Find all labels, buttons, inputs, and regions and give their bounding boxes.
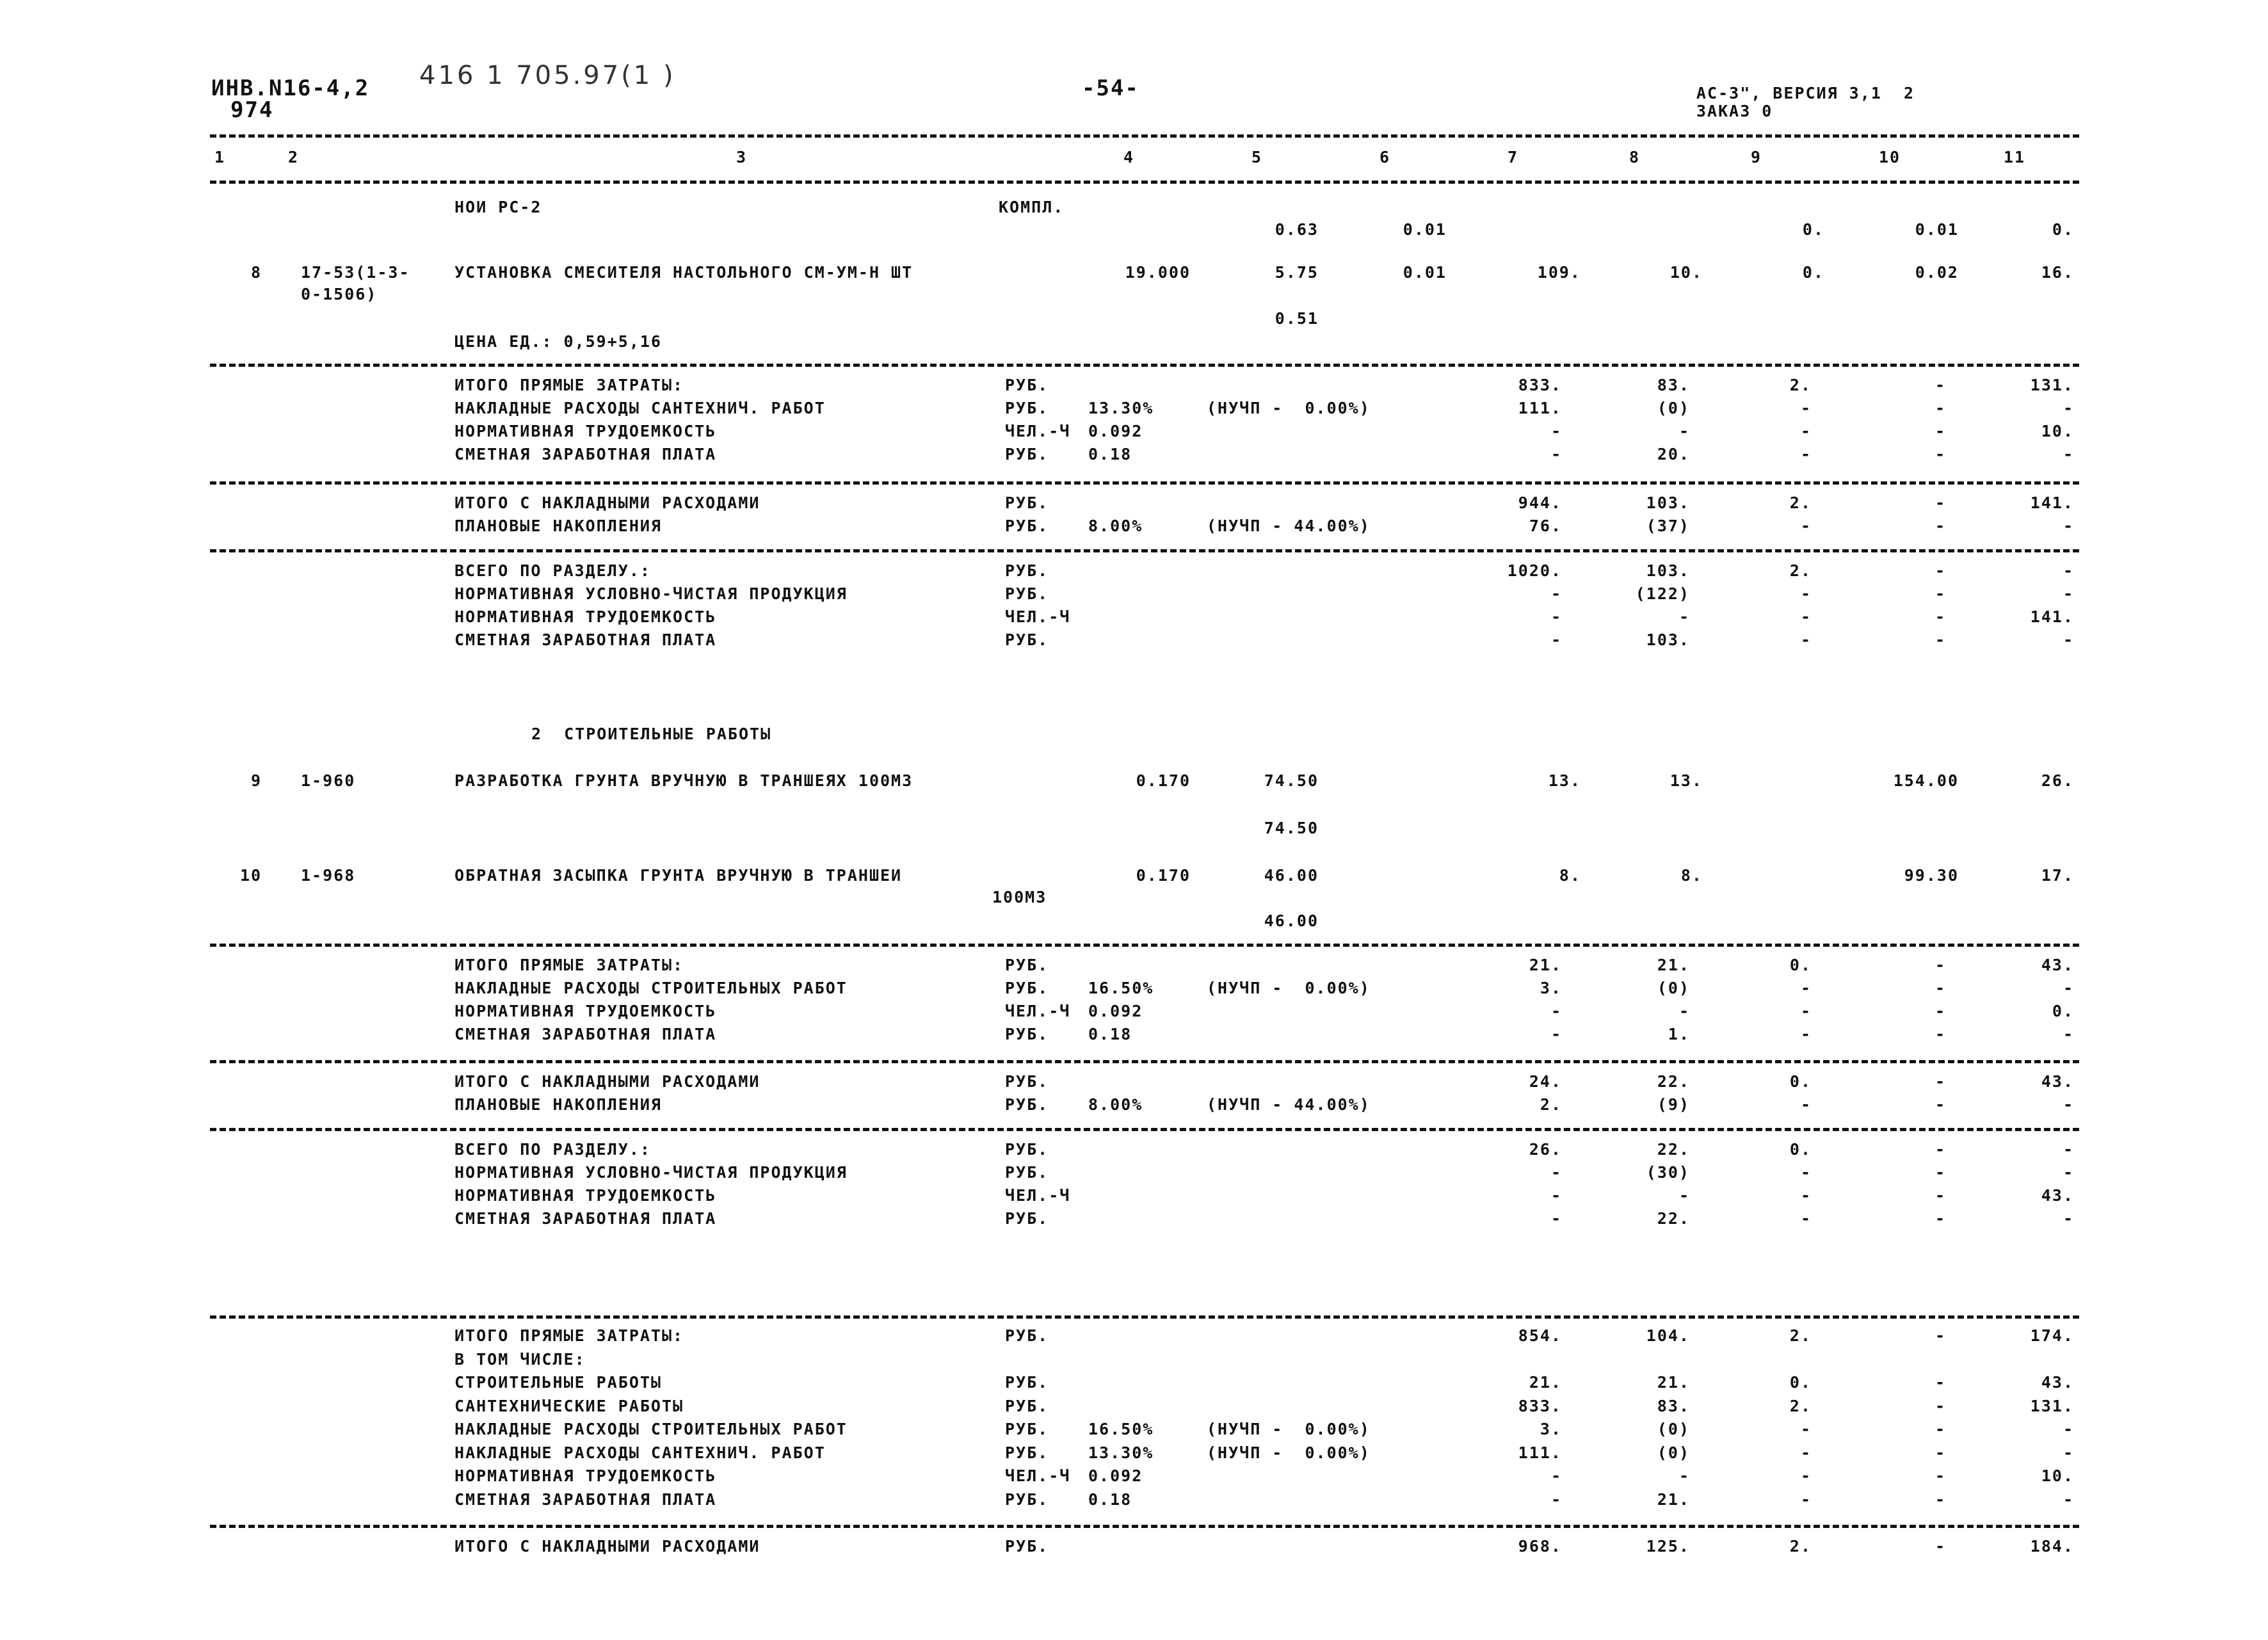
summary-label: НОРМАТИВНАЯ ТРУДОЕМКОСТЬ [454,607,717,626]
summary-unit: РУБ. [1005,979,1049,997]
summary-c7: 111. [1518,399,1562,417]
divider [210,481,2079,485]
summary-c9: 0. [1789,1072,1812,1091]
summary-c8: (122) [1635,584,1690,603]
summary-c10: - [1934,494,1946,512]
summary-c7: 2. [1540,1095,1562,1114]
summary-unit: РУБ. [1005,494,1049,512]
summary-c10: - [1934,1490,1946,1509]
summary-c7: 26. [1529,1140,1562,1159]
summary-unit: РУБ. [1005,1537,1049,1556]
prev-line-c5: 0.63 [1275,220,1319,239]
summary-label: ПЛАНОВЫЕ НАКОПЛЕНИЯ [454,517,662,535]
row-c7: 13. [1548,771,1581,790]
summary-c10: - [1934,1140,1946,1159]
summary-c8: - [1678,607,1690,626]
summary-label: СТРОИТЕЛЬНЫЕ РАБОТЫ [454,1373,662,1392]
summary-c7: - [1550,1186,1562,1205]
summary-c11: - [2063,517,2074,535]
summary-c8: - [1678,1467,1690,1485]
summary-label: НОРМАТИВНАЯ УСЛОВНО-ЧИСТАЯ ПРОДУКЦИЯ [454,584,848,603]
row-c7: 109. [1537,263,1581,282]
summary-c7: 854. [1518,1326,1562,1345]
summary-c10: - [1934,1209,1946,1228]
summary-label: НОРМАТИВНАЯ УСЛОВНО-ЧИСТАЯ ПРОДУКЦИЯ [454,1163,848,1182]
summary-note: (НУЧП - 44.00%) [1207,1095,1371,1114]
summary-label: НОРМАТИВНАЯ ТРУДОЕМКОСТЬ [454,1186,717,1205]
summary-c7: 833. [1518,376,1562,394]
row-code: 1-960 [301,771,356,790]
column-number-1: 1 [214,148,226,166]
summary-c9: - [1800,399,1812,417]
row-c8: 13. [1669,771,1703,790]
summary-label: НОРМАТИВНАЯ ТРУДОЕМКОСТЬ [454,422,717,440]
row-c5-second: 46.00 [1264,912,1319,930]
summary-c7: 76. [1529,517,1562,535]
summary-c10: - [1934,517,1946,535]
summary-c11: 43. [2041,1072,2074,1091]
summary-note: (НУЧП - 0.00%) [1207,979,1371,997]
row-c5: 5.75 [1275,263,1319,282]
summary-label: ПЛАНОВЫЕ НАКОПЛЕНИЯ [454,1095,662,1114]
summary-c10: - [1934,979,1946,997]
summary-c10: - [1934,1025,1946,1043]
summary-unit: ЧЕЛ.-Ч [1005,607,1071,626]
summary-c7: 3. [1540,979,1562,997]
summary-unit: РУБ. [1005,1209,1049,1228]
summary-unit: РУБ. [1005,956,1049,974]
summary-c9: - [1800,979,1812,997]
page-number: -54- [1082,76,1139,101]
summary-label: ВСЕГО ПО РАЗДЕЛУ.: [454,561,651,580]
summary-c11: 131. [2030,376,2074,394]
summary-unit: ЧЕЛ.-Ч [1005,1467,1071,1485]
summary-unit: РУБ. [1005,584,1049,603]
row-c5-second: 0.51 [1275,309,1319,328]
summary-c9: 2. [1789,376,1812,394]
row-c10: 99.30 [1904,866,1959,885]
summary-c7: - [1550,422,1562,440]
row-c6: 0.01 [1403,263,1447,282]
summary-unit: РУБ. [1005,517,1049,535]
column-number-4: 4 [1123,148,1135,166]
summary-c8: 104. [1646,1326,1690,1345]
summary-c7: 833. [1518,1396,1562,1415]
summary-c10: - [1934,1186,1946,1205]
row-quantity: 0.170 [1136,866,1191,885]
summary-rate: 0.092 [1088,422,1143,440]
summary-c7: 111. [1518,1443,1562,1462]
summary-c9: - [1800,445,1812,463]
column-number-10: 10 [1879,148,1901,166]
summary-c10: - [1934,561,1946,580]
summary-rate: 0.092 [1088,1467,1143,1485]
summary-c8: (0) [1657,399,1690,417]
summary-c11: - [2063,979,2074,997]
summary-rate: 8.00% [1088,1095,1143,1114]
summary-label: НАКЛАДНЫЕ РАСХОДЫ САНТЕХНИЧ. РАБОТ [454,399,826,417]
summary-c8: 125. [1646,1537,1690,1556]
summary-c10: - [1934,445,1946,463]
summary-unit: ЧЕЛ.-Ч [1005,422,1071,440]
summary-c8: 22. [1657,1209,1690,1228]
summary-c9: - [1800,1163,1812,1182]
summary-unit: РУБ. [1005,1025,1049,1043]
summary-c11: 174. [2030,1326,2074,1345]
summary-c9: 2. [1789,561,1812,580]
summary-c8: 83. [1657,1396,1690,1415]
row-number: 8 [251,263,262,282]
summary-unit: РУБ. [1005,1095,1049,1114]
unit-price: ЦЕНА ЕД.: 0,59+5,16 [454,332,662,351]
row-description: РАЗРАБОТКА ГРУНТА ВРУЧНУЮ В ТРАНШЕЯХ 100М3 [454,771,913,790]
summary-c8: 1. [1668,1025,1690,1043]
summary-c11: - [2063,1443,2074,1462]
summary-c11: - [2063,1420,2074,1438]
inventory-number-line2: 974 [230,97,274,123]
summary-c9: - [1800,1209,1812,1228]
summary-c10: - [1934,1002,1946,1020]
summary-c11: - [2063,584,2074,603]
inventory-number: ИНВ.N16-4,2 [211,76,370,101]
summary-rate: 13.30% [1088,1443,1154,1462]
summary-c8: (37) [1646,517,1690,535]
summary-c11: 141. [2030,494,2074,512]
summary-label: СМЕТНАЯ ЗАРАБОТНАЯ ПЛАТА [454,1209,717,1228]
summary-c8: (0) [1657,1443,1690,1462]
summary-unit: ЧЕЛ.-Ч [1005,1002,1071,1020]
summary-unit: РУБ. [1005,399,1049,417]
row-c10: 154.00 [1893,771,1959,790]
divider [210,1315,2079,1319]
prev-line-c9: 0. [1802,220,1824,239]
summary-c10: - [1934,607,1946,626]
column-number-11: 11 [2004,148,2026,166]
summary-c9: 0. [1789,1140,1812,1159]
summary-c9: - [1800,584,1812,603]
summary-c11: - [2063,561,2074,580]
summary-c11: - [2063,631,2074,649]
row-quantity: 19.000 [1125,263,1191,282]
summary-label: СМЕТНАЯ ЗАРАБОТНАЯ ПЛАТА [454,1025,717,1043]
summary-c7: - [1550,1163,1562,1182]
row-number: 10 [240,866,262,885]
summary-c7: - [1550,1209,1562,1228]
summary-unit: РУБ. [1005,1163,1049,1182]
summary-c9: - [1800,1490,1812,1509]
row-c5: 46.00 [1264,866,1319,885]
summary-rate: 0.18 [1088,1025,1132,1043]
row-c8: 8. [1680,866,1703,885]
summary-c8: (30) [1646,1163,1690,1182]
summary-label: НАКЛАДНЫЕ РАСХОДЫ СТРОИТЕЛЬНЫХ РАБОТ [454,1420,848,1438]
summary-c10: - [1934,1420,1946,1438]
summary-label: ВСЕГО ПО РАЗДЕЛУ.: [454,1140,651,1159]
summary-label: НАКЛАДНЫЕ РАСХОДЫ САНТЕХНИЧ. РАБОТ [454,1443,826,1462]
summary-c7: - [1550,1467,1562,1485]
summary-c7: - [1550,631,1562,649]
summary-c9: - [1800,1467,1812,1485]
summary-unit: РУБ. [1005,445,1049,463]
summary-unit: РУБ. [1005,1373,1049,1392]
summary-c8: (9) [1657,1095,1690,1114]
summary-c8: 21. [1657,956,1690,974]
summary-c8: - [1678,1002,1690,1020]
divider [210,364,2079,367]
summary-unit: РУБ. [1005,1072,1049,1091]
column-number-7: 7 [1508,148,1519,166]
summary-c7: - [1550,584,1562,603]
row-code: 1-968 [301,866,356,885]
divider [210,1525,2079,1528]
summary-c8: 22. [1657,1140,1690,1159]
summary-c10: - [1934,631,1946,649]
summary-c10: - [1934,1163,1946,1182]
summary-c7: - [1550,1490,1562,1509]
row-unit: 100М3 [992,888,1047,906]
row-c9: 0. [1802,263,1824,282]
summary-unit: РУБ. [1005,561,1049,580]
summary-c9: - [1800,1443,1812,1462]
summary-label: НАКЛАДНЫЕ РАСХОДЫ СТРОИТЕЛЬНЫХ РАБОТ [454,979,848,997]
summary-c7: 21. [1529,1373,1562,1392]
summary-label: НОРМАТИВНАЯ ТРУДОЕМКОСТЬ [454,1002,717,1020]
summary-c11: 43. [2041,1186,2074,1205]
summary-c9: - [1800,517,1812,535]
summary-c11: 0. [2052,1002,2074,1020]
row-c5-second: 74.50 [1264,819,1319,837]
summary-c10: - [1934,1537,1946,1556]
summary-c7: - [1550,1025,1562,1043]
summary-c9: - [1800,1420,1812,1438]
summary-label: ИТОГО ПРЯМЫЕ ЗАТРАТЫ: [454,1326,684,1345]
summary-c7: - [1550,607,1562,626]
summary-c8: 21. [1657,1490,1690,1509]
summary-label: СМЕТНАЯ ЗАРАБОТНАЯ ПЛАТА [454,445,717,463]
summary-c10: - [1934,1326,1946,1345]
summary-note: (НУЧП - 0.00%) [1207,1420,1371,1438]
summary-c11: - [2063,445,2074,463]
row-c11: 16. [2041,263,2074,282]
summary-label: В ТОМ ЧИСЛЕ: [454,1349,586,1369]
summary-c9: 2. [1789,494,1812,512]
summary-c7: 1020. [1507,561,1562,580]
row-c11: 26. [2041,771,2074,790]
summary-c7: 21. [1529,956,1562,974]
summary-c7: - [1550,1002,1562,1020]
summary-c7: - [1550,445,1562,463]
summary-c11: 10. [2041,1467,2074,1485]
summary-unit: РУБ. [1005,1326,1049,1345]
prev-line-unit: КОМПЛ. [999,198,1065,216]
summary-c9: 2. [1789,1537,1812,1556]
summary-c7: 24. [1529,1072,1562,1091]
row-c10: 0.02 [1915,263,1959,282]
summary-rate: 0.18 [1088,445,1132,463]
prev-line-c10: 0.01 [1915,220,1959,239]
summary-unit: РУБ. [1005,631,1049,649]
version-label: АС-3", ВЕРСИЯ 3,1 2 [1696,84,1915,102]
summary-c9: 2. [1789,1326,1812,1345]
summary-rate: 8.00% [1088,517,1143,535]
section-title: 2 СТРОИТЕЛЬНЫЕ РАБОТЫ [531,725,772,743]
summary-c8: - [1678,422,1690,440]
summary-label: ИТОГО С НАКЛАДНЫМИ РАСХОДАМИ [454,1537,760,1556]
summary-c11: - [2063,1140,2074,1159]
summary-c11: - [2063,1209,2074,1228]
summary-c9: 0. [1789,1373,1812,1392]
summary-c8: 21. [1657,1373,1690,1392]
prev-line-c11: 0. [2052,220,2074,239]
column-number-6: 6 [1379,148,1391,166]
summary-rate: 0.18 [1088,1490,1132,1509]
summary-c8: 20. [1657,445,1690,463]
summary-label: НОРМАТИВНАЯ ТРУДОЕМКОСТЬ [454,1467,717,1485]
summary-c9: - [1800,631,1812,649]
row-description: УСТАНОВКА СМЕСИТЕЛЯ НАСТОЛЬНОГО СМ-УМ-Н ШТ [454,263,913,282]
summary-c9: - [1800,422,1812,440]
summary-c11: 43. [2041,956,2074,974]
summary-label: ИТОГО ПРЯМЫЕ ЗАТРАТЫ: [454,376,684,394]
summary-c11: - [2063,1490,2074,1509]
summary-note: (НУЧП - 0.00%) [1207,399,1371,417]
summary-c9: - [1800,1095,1812,1114]
summary-rate: 13.30% [1088,399,1154,417]
summary-c8: - [1678,1186,1690,1205]
summary-label: ИТОГО С НАКЛАДНЫМИ РАСХОДАМИ [454,1072,760,1091]
summary-c7: 3. [1540,1420,1562,1438]
divider [210,181,2079,184]
row-quantity: 0.170 [1136,771,1191,790]
summary-c10: - [1934,956,1946,974]
prev-line-desc: НОИ РС-2 [454,198,542,216]
row-number: 9 [251,771,262,790]
summary-c11: - [2063,1095,2074,1114]
summary-c10: - [1934,399,1946,417]
summary-label: СМЕТНАЯ ЗАРАБОТНАЯ ПЛАТА [454,1490,717,1509]
summary-c11: - [2063,1163,2074,1182]
summary-c10: - [1934,422,1946,440]
summary-rate: 16.50% [1088,979,1154,997]
summary-c9: - [1800,1186,1812,1205]
summary-unit: РУБ. [1005,1140,1049,1159]
column-number-5: 5 [1251,148,1263,166]
summary-c8: (0) [1657,1420,1690,1438]
summary-c11: 43. [2041,1373,2074,1392]
summary-c10: - [1934,1373,1946,1392]
summary-c10: - [1934,1396,1946,1415]
divider [210,1128,2079,1131]
summary-c10: - [1934,376,1946,394]
summary-unit: РУБ. [1005,1420,1049,1438]
summary-c10: - [1934,1467,1946,1485]
summary-c9: - [1800,607,1812,626]
summary-c9: - [1800,1025,1812,1043]
column-number-3: 3 [736,148,748,166]
summary-unit: РУБ. [1005,1396,1049,1415]
row-code: 17-53(1-3- [301,263,410,282]
divider [210,1060,2079,1063]
divider [210,944,2079,947]
summary-c8: 103. [1646,631,1690,649]
summary-c9: 0. [1789,956,1812,974]
summary-c11: 184. [2030,1537,2074,1556]
summary-c8: 103. [1646,494,1690,512]
summary-unit: РУБ. [1005,1490,1049,1509]
row-c7: 8. [1559,866,1581,885]
column-number-8: 8 [1629,148,1641,166]
summary-c8: (0) [1657,979,1690,997]
summary-c11: 10. [2041,422,2074,440]
row-description: ОБРАТНАЯ ЗАСЫПКА ГРУНТА ВРУЧНУЮ В ТРАНШЕИ [454,866,903,885]
summary-label: СМЕТНАЯ ЗАРАБОТНАЯ ПЛАТА [454,631,717,649]
row-c5: 74.50 [1264,771,1319,790]
summary-c10: - [1934,1072,1946,1091]
summary-note: (НУЧП - 0.00%) [1207,1443,1371,1462]
summary-label: ИТОГО С НАКЛАДНЫМИ РАСХОДАМИ [454,494,760,512]
row-c11: 17. [2041,866,2074,885]
row-c8: 10. [1669,263,1703,282]
summary-c8: 103. [1646,561,1690,580]
summary-unit: РУБ. [1005,1443,1049,1462]
summary-note: (НУЧП - 44.00%) [1207,517,1371,535]
summary-c11: - [2063,1025,2074,1043]
summary-c10: - [1934,584,1946,603]
summary-c7: 944. [1518,494,1562,512]
summary-c9: 2. [1789,1396,1812,1415]
handwritten-doc-code: 416 1 705.97(1 ) [419,61,676,90]
summary-c10: - [1934,1443,1946,1462]
summary-c8: 83. [1657,376,1690,394]
summary-label: САНТЕХНИЧЕСКИЕ РАБОТЫ [454,1396,684,1415]
summary-c9: - [1800,1002,1812,1020]
summary-c7: 968. [1518,1537,1562,1556]
row-code-line2: 0-1506) [301,285,378,303]
summary-label: ИТОГО ПРЯМЫЕ ЗАТРАТЫ: [454,956,684,974]
summary-rate: 16.50% [1088,1420,1154,1438]
summary-rate: 0.092 [1088,1002,1143,1020]
summary-c11: 141. [2030,607,2074,626]
summary-c11: 131. [2030,1396,2074,1415]
prev-line-c6: 0.01 [1403,220,1447,239]
column-number-9: 9 [1751,148,1762,166]
divider [210,134,2079,138]
column-number-2: 2 [288,148,300,166]
summary-unit: РУБ. [1005,376,1049,394]
summary-c10: - [1934,1095,1946,1114]
summary-unit: ЧЕЛ.-Ч [1005,1186,1071,1205]
order-label: ЗАКАЗ 0 [1696,102,1773,120]
divider [210,549,2079,552]
summary-c11: - [2063,399,2074,417]
summary-c8: 22. [1657,1072,1690,1091]
